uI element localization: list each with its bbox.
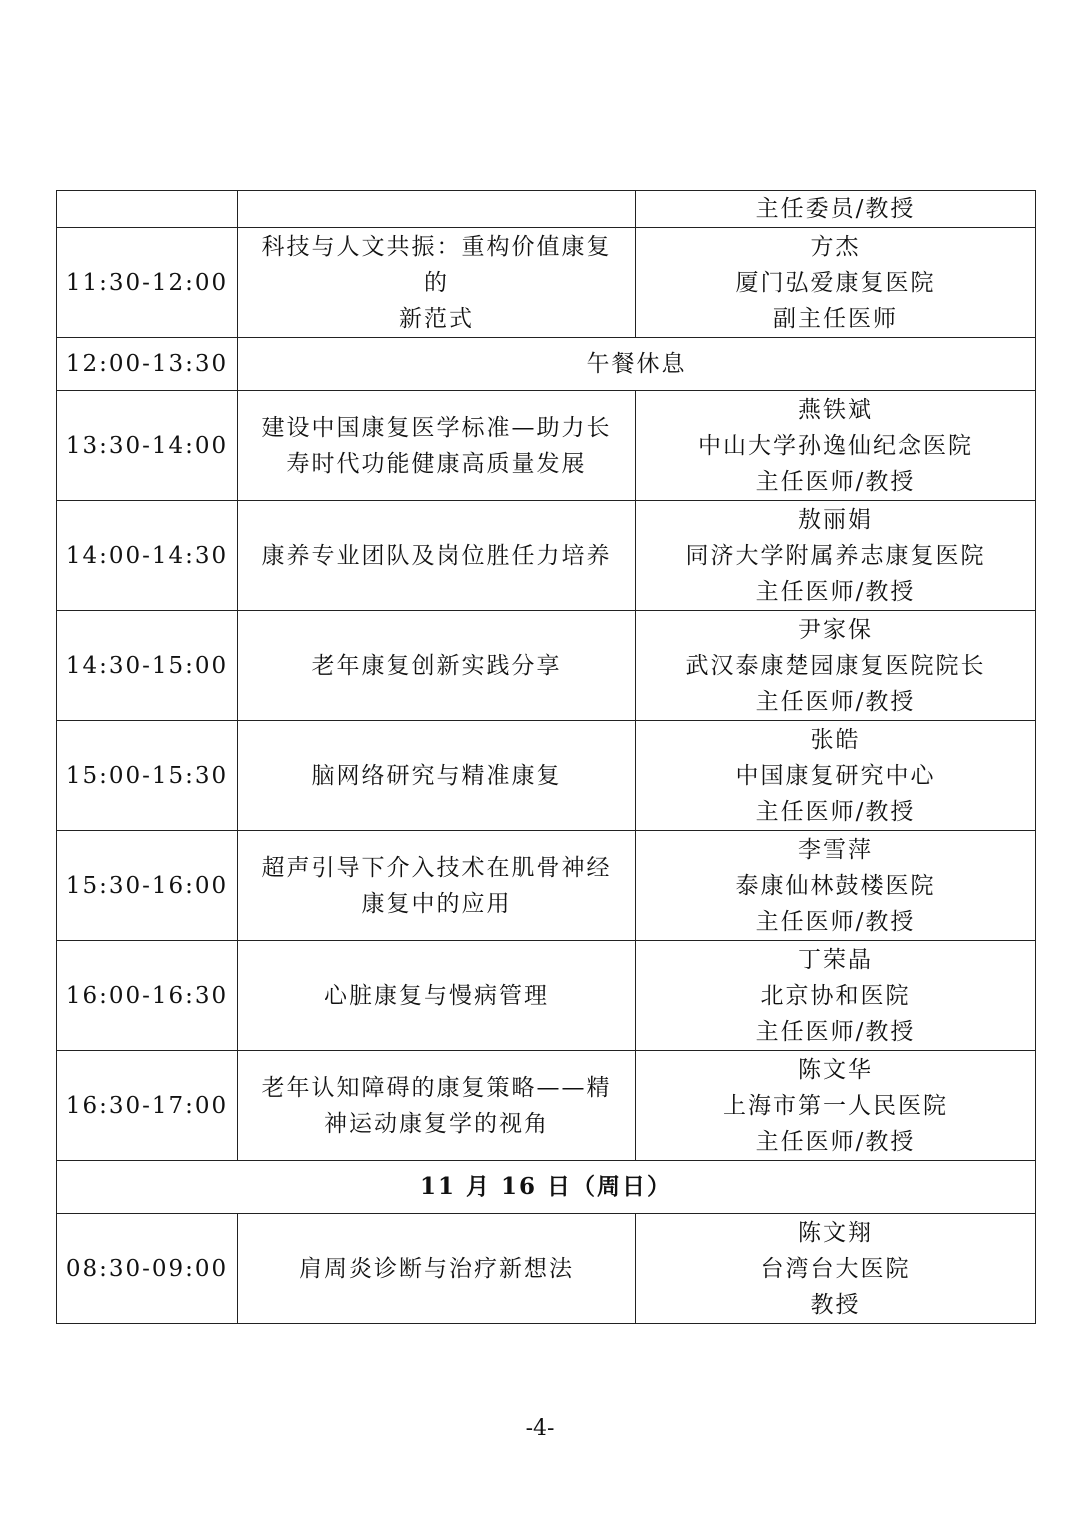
- speaker-cell: [636, 228, 1036, 338]
- speaker-line: 主任医师/教授: [755, 578, 916, 605]
- topic-cell: [238, 191, 636, 228]
- topic-line: 科技与人文共振：重构价值康复的: [261, 233, 612, 296]
- speaker-line: 陈文翔: [798, 1219, 873, 1246]
- topic-cell: [238, 228, 636, 338]
- speaker-line: 上海市第一人民医院: [723, 1092, 948, 1119]
- session-row: [57, 391, 1036, 501]
- session-row: [57, 941, 1036, 1051]
- time-cell: 11:30-12:00: [57, 228, 238, 338]
- speaker-line: 方杰: [810, 233, 861, 260]
- speaker-cell: [636, 501, 1036, 611]
- speaker-line: 主任医师/教授: [755, 798, 916, 825]
- topic-line: 寿时代功能健康高质量发展: [286, 450, 587, 477]
- speaker-line: 中国康复研究中心: [735, 762, 936, 789]
- topic-line: 老年康复创新实践分享: [311, 652, 562, 679]
- date-cell: 11 月 16 日（周日）: [57, 1161, 1036, 1214]
- topic-line: 脑网络研究与精准康复: [311, 762, 562, 789]
- topic-cell: [238, 391, 636, 501]
- speaker-line: 李雪萍: [798, 836, 873, 863]
- session-row: [57, 191, 1036, 228]
- time-cell: 13:30-14:00: [57, 391, 238, 501]
- topic-cell: [238, 831, 636, 941]
- time-cell: 08:30-09:00: [57, 1214, 238, 1324]
- speaker-line: 主任医师/教授: [755, 1128, 916, 1155]
- speaker-line: 敖丽娟: [798, 506, 873, 533]
- time-cell: [57, 191, 238, 228]
- speaker-cell: [636, 611, 1036, 721]
- speaker-line: 主任医师/教授: [755, 1018, 916, 1045]
- speaker-line: 同济大学附属养志康复医院: [685, 542, 986, 569]
- topic-cell: [238, 1051, 636, 1161]
- speaker-line: 主任医师/教授: [755, 908, 916, 935]
- session-row: [57, 1214, 1036, 1324]
- speaker-cell: [636, 1051, 1036, 1161]
- speaker-line: 中山大学孙逸仙纪念医院: [698, 432, 973, 459]
- topic-cell: [238, 611, 636, 721]
- speaker-cell: [636, 831, 1036, 941]
- speaker-line: 台湾台大医院: [760, 1255, 911, 1282]
- session-row: [57, 611, 1036, 721]
- topic-line: 神运动康复学的视角: [324, 1110, 549, 1137]
- topic-line: 心脏康复与慢病管理: [324, 982, 549, 1009]
- session-row: [57, 501, 1036, 611]
- speaker-cell: [636, 191, 1036, 228]
- speaker-line: 丁荣晶: [798, 946, 873, 973]
- speaker-cell: [636, 721, 1036, 831]
- topic-line: 超声引导下介入技术在肌骨神经: [261, 854, 612, 881]
- speaker-line: 张皓: [810, 726, 861, 753]
- break-cell: 午餐休息: [238, 338, 1036, 391]
- topic-cell: [238, 1214, 636, 1324]
- topic-line: 康养专业团队及岗位胜任力培养: [261, 542, 612, 569]
- time-cell: 16:00-16:30: [57, 941, 238, 1051]
- speaker-line: 燕铁斌: [798, 396, 873, 423]
- time-cell: 15:30-16:00: [57, 831, 238, 941]
- topic-line: 肩周炎诊断与治疗新想法: [299, 1255, 574, 1282]
- speaker-line: 尹家保: [798, 616, 873, 643]
- schedule-body: [57, 191, 1036, 1324]
- topic-cell: [238, 721, 636, 831]
- speaker-line: 泰康仙林鼓楼医院: [735, 872, 936, 899]
- speaker-line: 教授: [810, 1291, 861, 1318]
- speaker-line: 武汉泰康楚园康复医院院长: [685, 652, 986, 679]
- time-cell: 12:00-13:30: [57, 338, 238, 391]
- session-row: [57, 721, 1036, 831]
- topic-line: 老年认知障碍的康复策略——精: [261, 1074, 612, 1101]
- speaker-line: 厦门弘爱康复医院: [735, 269, 936, 296]
- speaker-cell: [636, 941, 1036, 1051]
- time-cell: 14:00-14:30: [57, 501, 238, 611]
- time-cell: 15:00-15:30: [57, 721, 238, 831]
- session-row: [57, 1051, 1036, 1161]
- speaker-line: 副主任医师: [773, 305, 898, 332]
- time-cell: 16:30-17:00: [57, 1051, 238, 1161]
- speaker-line: 主任医师/教授: [755, 688, 916, 715]
- topic-cell: [238, 941, 636, 1051]
- speaker-cell: [636, 391, 1036, 501]
- session-row: [57, 228, 1036, 338]
- topic-cell: [238, 501, 636, 611]
- session-row: [57, 831, 1036, 941]
- break-row: [57, 338, 1036, 391]
- speaker-line: 陈文华: [798, 1056, 873, 1083]
- speaker-line: 主任委员/教授: [755, 196, 916, 222]
- topic-line: 新范式: [399, 305, 474, 332]
- page-number: -4-: [525, 1416, 555, 1441]
- schedule-table: [56, 190, 1036, 1324]
- speaker-cell: [636, 1214, 1036, 1324]
- time-cell: 14:30-15:00: [57, 611, 238, 721]
- speaker-line: 北京协和医院: [760, 982, 911, 1009]
- speaker-line: 主任医师/教授: [755, 468, 916, 495]
- date-row: [57, 1161, 1036, 1214]
- topic-line: 康复中的应用: [361, 890, 512, 917]
- topic-line: 建设中国康复医学标准—助力长: [261, 414, 612, 441]
